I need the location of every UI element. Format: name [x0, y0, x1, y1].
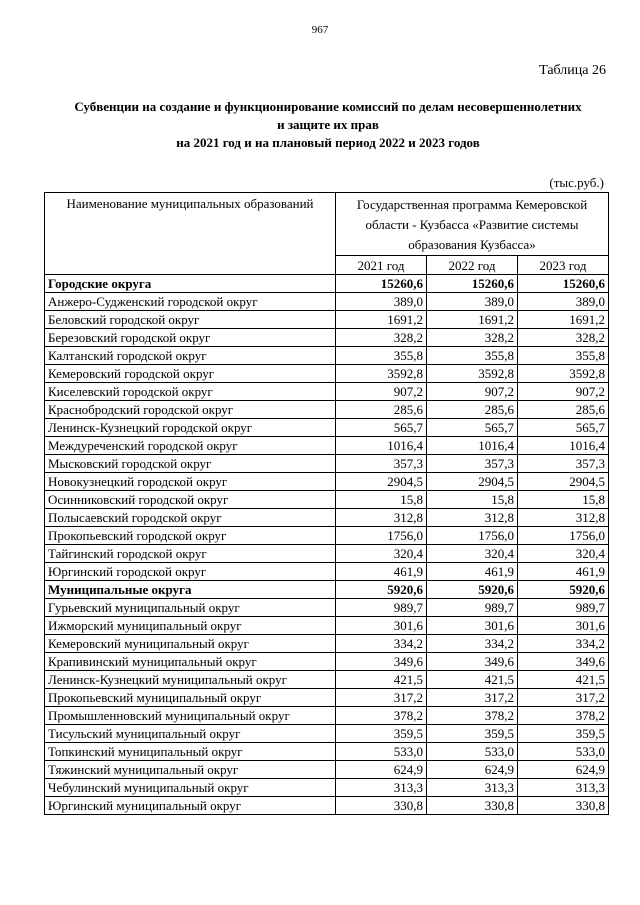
- title-line: и защите их прав: [277, 117, 379, 132]
- value-cell: 301,6: [518, 617, 609, 635]
- municipality-name: Березовский городской округ: [45, 329, 336, 347]
- value-cell: 349,6: [427, 653, 518, 671]
- value-cell: 312,8: [336, 509, 427, 527]
- table-row: [45, 473, 609, 491]
- value-cell: 5920,6: [427, 581, 518, 599]
- value-cell: 355,8: [518, 347, 609, 365]
- value-cell: 349,6: [336, 653, 427, 671]
- municipality-name: Ленинск-Кузнецкий городской округ: [45, 419, 336, 437]
- table-title: [30, 98, 626, 152]
- header-year-2021: 2021 год: [336, 256, 427, 275]
- municipality-name: Новокузнецкий городской округ: [45, 473, 336, 491]
- municipality-name: Краснобродский городской округ: [45, 401, 336, 419]
- table-row: [45, 743, 609, 761]
- value-cell: 624,9: [336, 761, 427, 779]
- table-row: [45, 365, 609, 383]
- value-cell: 285,6: [518, 401, 609, 419]
- value-cell: 1016,4: [518, 437, 609, 455]
- value-cell: 15,8: [518, 491, 609, 509]
- value-cell: 389,0: [427, 293, 518, 311]
- table-row: [45, 329, 609, 347]
- table-row: [45, 401, 609, 419]
- value-cell: 312,8: [518, 509, 609, 527]
- table-row: [45, 383, 609, 401]
- value-cell: 461,9: [518, 563, 609, 581]
- value-cell: 461,9: [427, 563, 518, 581]
- value-cell: 378,2: [336, 707, 427, 725]
- municipality-name: Полысаевский городской округ: [45, 509, 336, 527]
- value-cell: 5920,6: [336, 581, 427, 599]
- municipality-name: Прокопьевский городской округ: [45, 527, 336, 545]
- value-cell: 357,3: [518, 455, 609, 473]
- page-number: 967: [311, 24, 329, 36]
- value-cell: 330,8: [427, 797, 518, 815]
- value-cell: 624,9: [427, 761, 518, 779]
- municipality-name: Беловский городской округ: [45, 311, 336, 329]
- municipality-name: Юргинский городской округ: [45, 563, 336, 581]
- value-cell: 1756,0: [427, 527, 518, 545]
- value-cell: 15,8: [336, 491, 427, 509]
- value-cell: 355,8: [336, 347, 427, 365]
- table-row: [45, 653, 609, 671]
- value-cell: 989,7: [518, 599, 609, 617]
- value-cell: 1016,4: [336, 437, 427, 455]
- value-cell: 1691,2: [336, 311, 427, 329]
- value-cell: 1756,0: [518, 527, 609, 545]
- table-row: [45, 797, 609, 815]
- value-cell: 328,2: [336, 329, 427, 347]
- value-cell: 2904,5: [427, 473, 518, 491]
- table-row: [45, 671, 609, 689]
- table-row: [45, 347, 609, 365]
- value-cell: 565,7: [518, 419, 609, 437]
- municipality-name: Муниципальные округа: [45, 581, 336, 599]
- value-cell: 3592,8: [427, 365, 518, 383]
- value-cell: 3592,8: [518, 365, 609, 383]
- value-cell: 389,0: [518, 293, 609, 311]
- header-name-column: Наименование муниципальных образований: [45, 193, 336, 275]
- municipality-name: Тайгинский городской округ: [45, 545, 336, 563]
- value-cell: 2904,5: [336, 473, 427, 491]
- value-cell: 317,2: [336, 689, 427, 707]
- value-cell: 1691,2: [518, 311, 609, 329]
- value-cell: 1016,4: [427, 437, 518, 455]
- header-program: Государственная программа Кемеровской области - Кузбасса «Развитие системы образования Кузбасса»: [336, 193, 609, 256]
- municipality-name: Калтанский городской округ: [45, 347, 336, 365]
- municipality-name: Тисульский муниципальный округ: [45, 725, 336, 743]
- value-cell: 421,5: [336, 671, 427, 689]
- value-cell: 359,5: [518, 725, 609, 743]
- value-cell: 330,8: [518, 797, 609, 815]
- table-row: [45, 419, 609, 437]
- municipality-name: Юргинский муниципальный округ: [45, 797, 336, 815]
- table-row: [45, 509, 609, 527]
- title-line: на 2021 год и на плановый период 2022 и 2023 годов: [176, 135, 480, 150]
- municipality-name: Анжеро-Судженский городской округ: [45, 293, 336, 311]
- value-cell: 389,0: [336, 293, 427, 311]
- value-cell: 2904,5: [518, 473, 609, 491]
- units-label: (тыс.руб.): [549, 175, 604, 190]
- header-year-2022: 2022 год: [427, 256, 518, 275]
- value-cell: 317,2: [518, 689, 609, 707]
- municipality-name: Мысковский городской округ: [45, 455, 336, 473]
- value-cell: 313,3: [518, 779, 609, 797]
- value-cell: 357,3: [427, 455, 518, 473]
- value-cell: 565,7: [427, 419, 518, 437]
- value-cell: 301,6: [427, 617, 518, 635]
- value-cell: 533,0: [518, 743, 609, 761]
- municipality-name: Прокопьевский муниципальный округ: [45, 689, 336, 707]
- table-label: Таблица 26: [539, 63, 606, 78]
- municipality-name: Тяжинский муниципальный округ: [45, 761, 336, 779]
- municipality-name: Гурьевский муниципальный округ: [45, 599, 336, 617]
- value-cell: 285,6: [336, 401, 427, 419]
- table-row: [45, 455, 609, 473]
- value-cell: 359,5: [427, 725, 518, 743]
- value-cell: 285,6: [427, 401, 518, 419]
- value-cell: 907,2: [518, 383, 609, 401]
- value-cell: 533,0: [427, 743, 518, 761]
- table-row: [45, 635, 609, 653]
- municipality-name: Осинниковский городской округ: [45, 491, 336, 509]
- municipality-name: Междуреченский городской округ: [45, 437, 336, 455]
- value-cell: 461,9: [336, 563, 427, 581]
- table-row: [45, 689, 609, 707]
- table-row: [45, 293, 609, 311]
- municipality-name: Чебулинский муниципальный округ: [45, 779, 336, 797]
- table-row: [45, 617, 609, 635]
- value-cell: 313,3: [427, 779, 518, 797]
- group-row: [45, 275, 609, 293]
- value-cell: 624,9: [518, 761, 609, 779]
- municipality-name: Кемеровский городской округ: [45, 365, 336, 383]
- table-row: [45, 599, 609, 617]
- municipality-name: Кемеровский муниципальный округ: [45, 635, 336, 653]
- title-line: Субвенции на создание и функционирование комиссий по делам несовершеннолетних: [74, 99, 582, 114]
- municipality-name: Промышленновский муниципальный округ: [45, 707, 336, 725]
- municipality-name: Топкинский муниципальный округ: [45, 743, 336, 761]
- value-cell: 15,8: [427, 491, 518, 509]
- municipality-name: Киселевский городской округ: [45, 383, 336, 401]
- municipality-name: Ижморский муниципальный округ: [45, 617, 336, 635]
- table-row: [45, 527, 609, 545]
- value-cell: 1756,0: [336, 527, 427, 545]
- value-cell: 989,7: [336, 599, 427, 617]
- value-cell: 359,5: [336, 725, 427, 743]
- table-row: [45, 725, 609, 743]
- value-cell: 3592,8: [336, 365, 427, 383]
- municipality-name: Городские округа: [45, 275, 336, 293]
- table-row: [45, 491, 609, 509]
- value-cell: 330,8: [336, 797, 427, 815]
- municipality-name: Ленинск-Кузнецкий муниципальный округ: [45, 671, 336, 689]
- municipality-name: Крапивинский муниципальный округ: [45, 653, 336, 671]
- value-cell: 349,6: [518, 653, 609, 671]
- value-cell: 15260,6: [427, 275, 518, 293]
- table-body: [45, 275, 609, 815]
- value-cell: 5920,6: [518, 581, 609, 599]
- table-row: [45, 779, 609, 797]
- value-cell: 378,2: [518, 707, 609, 725]
- value-cell: 320,4: [518, 545, 609, 563]
- value-cell: 989,7: [427, 599, 518, 617]
- value-cell: 320,4: [336, 545, 427, 563]
- value-cell: 301,6: [336, 617, 427, 635]
- value-cell: 355,8: [427, 347, 518, 365]
- value-cell: 1691,2: [427, 311, 518, 329]
- table-row: [45, 707, 609, 725]
- value-cell: 421,5: [427, 671, 518, 689]
- value-cell: 328,2: [518, 329, 609, 347]
- table-row: [45, 761, 609, 779]
- value-cell: 15260,6: [336, 275, 427, 293]
- value-cell: 334,2: [336, 635, 427, 653]
- value-cell: 565,7: [336, 419, 427, 437]
- subventions-table: [44, 192, 609, 815]
- table-row: [45, 311, 609, 329]
- value-cell: 907,2: [336, 383, 427, 401]
- value-cell: 317,2: [427, 689, 518, 707]
- table-row: [45, 563, 609, 581]
- value-cell: 313,3: [336, 779, 427, 797]
- value-cell: 378,2: [427, 707, 518, 725]
- value-cell: 15260,6: [518, 275, 609, 293]
- value-cell: 312,8: [427, 509, 518, 527]
- value-cell: 907,2: [427, 383, 518, 401]
- value-cell: 334,2: [518, 635, 609, 653]
- table-row: [45, 437, 609, 455]
- value-cell: 421,5: [518, 671, 609, 689]
- value-cell: 533,0: [336, 743, 427, 761]
- value-cell: 320,4: [427, 545, 518, 563]
- value-cell: 328,2: [427, 329, 518, 347]
- value-cell: 357,3: [336, 455, 427, 473]
- table-row: [45, 545, 609, 563]
- value-cell: 334,2: [427, 635, 518, 653]
- group-row: [45, 581, 609, 599]
- header-year-2023: 2023 год: [518, 256, 609, 275]
